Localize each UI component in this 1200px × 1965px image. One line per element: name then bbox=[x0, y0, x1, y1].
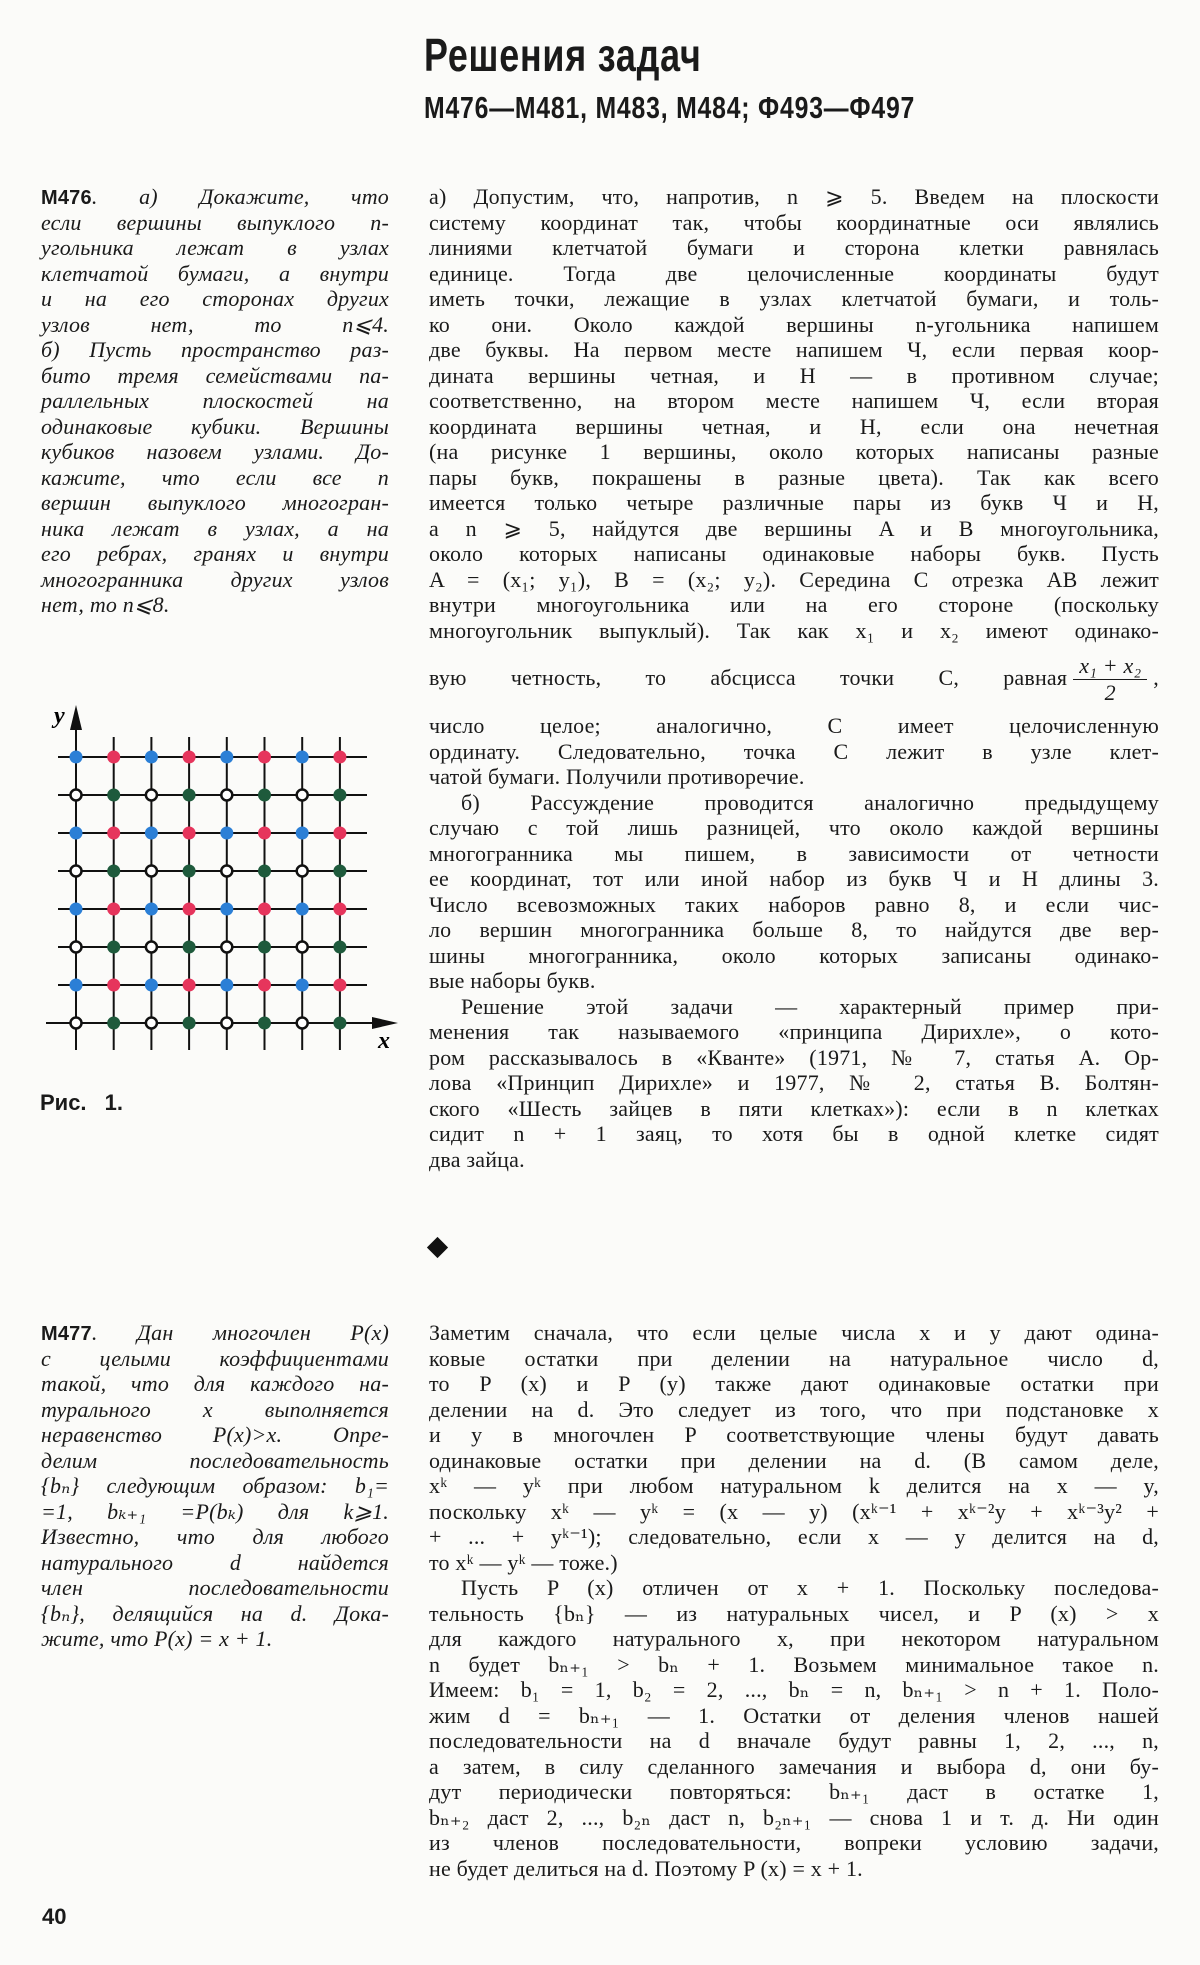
text-line: два зайца. bbox=[429, 1146, 525, 1172]
lattice-node bbox=[70, 903, 83, 916]
lattice-node bbox=[297, 790, 308, 801]
lattice-node bbox=[145, 979, 158, 992]
text-line: Решение этой задачи — характерный пример при- bbox=[461, 993, 1159, 1019]
text-line: кажите, что если все n bbox=[41, 464, 389, 490]
lattice-node bbox=[145, 903, 158, 916]
text-line: многоугольник выпуклый). Так как x₁ и x₂ имеют одинако- bbox=[429, 617, 1159, 643]
page-title: Решения задач bbox=[424, 29, 702, 81]
lattice-node bbox=[258, 789, 271, 802]
lattice-node bbox=[220, 827, 233, 840]
text-line: и y в многочлен P соответствующие члены будут давать bbox=[429, 1422, 1159, 1447]
fraction-line bbox=[429, 643, 1159, 713]
text-line: нет, то n⩽8. bbox=[41, 592, 170, 617]
lattice-node bbox=[220, 751, 233, 764]
lattice-node bbox=[333, 789, 346, 802]
text-line: иметь точки, лежащие в узлах клетчатой бумаги, и толь- bbox=[429, 286, 1159, 311]
lattice-node bbox=[70, 979, 83, 992]
fraction bbox=[1073, 653, 1147, 706]
text-line: линиями клетчатой бумаги и сторона клетки равнялась bbox=[429, 235, 1159, 260]
lattice-node bbox=[107, 751, 120, 764]
text-line bbox=[41, 1320, 389, 1346]
lattice-node bbox=[107, 903, 120, 916]
lattice-node bbox=[146, 1018, 157, 1029]
text-line: две буквы. На первом месте напишем Ч, если первая коор- bbox=[429, 337, 1159, 362]
x-axis-label: x bbox=[378, 1028, 390, 1054]
text-line: координата вершины четная, и Н, если она нечетная bbox=[429, 413, 1159, 439]
lattice-node bbox=[146, 790, 157, 801]
lattice-node bbox=[296, 979, 309, 992]
lattice-node bbox=[297, 942, 308, 953]
text-line: Пусть P (x) отличен от x + 1. Поскольку последова- bbox=[461, 1575, 1159, 1600]
text-line: дут периодически повторяться: bₙ₊₁ даст в остатке 1, bbox=[429, 1779, 1159, 1804]
text-line-content: . Дан многочлен P(x) bbox=[91, 1320, 389, 1345]
text-line: если вершины выпуклого n- bbox=[41, 209, 389, 235]
lattice-node bbox=[221, 942, 232, 953]
text-line: ее координат, тот или иной набор из букв Ч и Н длины 3. bbox=[429, 866, 1159, 891]
lattice-node bbox=[258, 979, 271, 992]
lattice-node bbox=[333, 903, 346, 916]
lattice-node bbox=[220, 903, 233, 916]
lattice-node bbox=[183, 1017, 196, 1030]
text-line: б) Рассуждение проводится аналогично предыдущему bbox=[461, 789, 1159, 815]
lattice-node bbox=[333, 1017, 346, 1030]
lattice-node bbox=[107, 827, 120, 840]
text-line: =1, bₖ₊₁ =P(bₖ) для k⩾1. bbox=[41, 1498, 389, 1524]
text-line: делении на d. Это следует из того, что при подстановке x bbox=[429, 1396, 1159, 1422]
lattice-node bbox=[258, 751, 271, 764]
text-line: то P (x) и P (y) также дают одинаковые остатки при bbox=[429, 1371, 1159, 1396]
text-line: член последовательности bbox=[41, 1575, 389, 1600]
text-line: неравенство P(x)>x. Опре- bbox=[41, 1422, 389, 1447]
text-line: вершин выпуклого многогран- bbox=[41, 490, 389, 515]
lattice-node bbox=[107, 979, 120, 992]
text-line: лова «Принцип Дирихле» и 1977, № 2, статья В. Болтян- bbox=[429, 1070, 1159, 1095]
text-line: с целыми коэффициентами bbox=[41, 1345, 389, 1371]
lattice-node bbox=[296, 827, 309, 840]
page-number: 40 bbox=[42, 1904, 67, 1929]
text-line: дината вершины четная, и Н — в противном случае; bbox=[429, 362, 1159, 388]
text-line: {bₙ} следующим образом: b₁= bbox=[41, 1473, 389, 1498]
text-line: bₙ₊₂ даст 2, ..., b₂ₙ даст n, b₂ₙ₊₁ — снова 1 и т. д. Ни один bbox=[429, 1804, 1159, 1830]
text-line: ского «Шесть зайцев в пяти клетках»): если в n клетках bbox=[429, 1095, 1159, 1121]
lattice-node bbox=[297, 866, 308, 877]
lattice-node bbox=[146, 866, 157, 877]
text-line: + ... + yᵏ⁻¹); следовательно, если x — y делится на d, bbox=[429, 1524, 1159, 1549]
text-line: жим d = bₙ₊₁ — 1. Остатки от деления членов нашей bbox=[429, 1702, 1159, 1728]
lattice-node bbox=[333, 751, 346, 764]
text-line: вые наборы букв. bbox=[429, 968, 596, 993]
text-line: делим последовательность bbox=[41, 1447, 389, 1473]
lattice-node bbox=[107, 1017, 120, 1030]
text-line-content: вую четность, то абсцисса точки C, равная bbox=[429, 665, 1068, 690]
text-line: то xᵏ — yᵏ — тоже.) bbox=[429, 1549, 618, 1575]
text-line: раллельных плоскостей на bbox=[41, 388, 389, 413]
lattice-node bbox=[107, 789, 120, 802]
lattice-node bbox=[258, 827, 271, 840]
text-line: Известно, что для любого bbox=[41, 1524, 389, 1549]
text-line: жите, что P(x) = x + 1. bbox=[41, 1626, 273, 1651]
m477-problem bbox=[41, 1320, 389, 1652]
lattice-node bbox=[71, 1018, 82, 1029]
lattice-node bbox=[145, 751, 158, 764]
text-line: Имеем: b₁ = 1, b₂ = 2, ..., bₙ = n, bₙ₊₁ > n + 1. Поло- bbox=[429, 1677, 1159, 1702]
text-line: его ребрах, гранях и внутри bbox=[41, 541, 389, 566]
lattice-node bbox=[71, 790, 82, 801]
fraction-numerator: x₁ + x₂ bbox=[1073, 653, 1147, 680]
y-axis-label: y bbox=[54, 703, 65, 729]
lattice-node bbox=[183, 941, 196, 954]
lattice-node bbox=[107, 865, 120, 878]
text-line: из членов последовательности, вопреки условию задачи, bbox=[429, 1830, 1159, 1855]
lattice-node bbox=[183, 789, 196, 802]
lattice-node bbox=[258, 903, 271, 916]
text-line: Число всевозможных таких наборов равно 8, и если чис- bbox=[429, 891, 1159, 917]
y-axis-arrow-icon bbox=[70, 705, 82, 730]
text-line: клетчатой бумаги, а внутри bbox=[41, 260, 389, 286]
figure-lattice-grid bbox=[0, 0, 420, 1080]
lattice-node bbox=[71, 942, 82, 953]
lattice-node bbox=[297, 1018, 308, 1029]
text-line: многогранника других узлов bbox=[41, 566, 389, 592]
text-line: натурального d найдется bbox=[41, 1549, 389, 1575]
section-separator-diamond bbox=[427, 1237, 448, 1258]
lattice-node bbox=[183, 903, 196, 916]
text-line: бито тремя семействами па- bbox=[41, 362, 389, 388]
lattice-node bbox=[296, 903, 309, 916]
lattice-node bbox=[333, 979, 346, 992]
m477-solution bbox=[429, 1320, 1159, 1881]
lattice-node bbox=[221, 790, 232, 801]
text-line-content: . а) Докажите, что bbox=[91, 184, 389, 209]
lattice-node bbox=[258, 865, 271, 878]
text-line: ординату. Следовательно, точка C лежит в узле клет- bbox=[429, 738, 1159, 764]
text-line: угольника лежат в узлах bbox=[41, 235, 389, 260]
lattice-node bbox=[296, 751, 309, 764]
lattice-node bbox=[258, 1017, 271, 1030]
lattice-node bbox=[70, 751, 83, 764]
page-subtitle: М476—М481, М483, М484; Ф493—Ф497 bbox=[424, 90, 916, 125]
text-line: число целое; аналогично, C имеет целочисленную bbox=[429, 713, 1159, 738]
text-line: ковые остатки при делении на натуральное число d, bbox=[429, 1345, 1159, 1371]
lattice-node bbox=[333, 827, 346, 840]
text-line: последовательности на d вначале будут равны 1, 2, ..., n, bbox=[429, 1728, 1159, 1753]
lattice-node bbox=[146, 942, 157, 953]
lattice-node bbox=[333, 865, 346, 878]
text-line: ром рассказывалось в «Кванте» (1971, № 7, статья А. Ор- bbox=[429, 1044, 1159, 1070]
lattice-node bbox=[220, 979, 233, 992]
text-line: не будет делиться на d. Поэтому P (x) = x + 1. bbox=[429, 1855, 863, 1881]
m476-solution bbox=[429, 184, 1159, 1172]
lattice-node bbox=[70, 827, 83, 840]
figure-caption: Рис. 1. bbox=[40, 1090, 124, 1115]
lattice-node bbox=[71, 866, 82, 877]
text-line: а) Допустим, что, напротив, n ⩾ 5. Введем на плоскости bbox=[429, 184, 1159, 209]
text-line: A = (x₁; y₁), B = (x₂; y₂). Середина C отрезка AB лежит bbox=[429, 566, 1159, 592]
text-line: около которых написаны одинаковые наборы букв. Пусть bbox=[429, 541, 1159, 566]
text-line: систему координат так, чтобы координатные оси являлись bbox=[429, 209, 1159, 235]
text-line: n будет bₙ₊₁ > bₙ + 1. Возьмем минимальное такое n. bbox=[429, 1651, 1159, 1677]
lattice-node bbox=[221, 1018, 232, 1029]
fraction-denominator: 2 bbox=[1104, 680, 1116, 706]
text-line: xᵏ — yᵏ при любом натуральном k делится на x — y, bbox=[429, 1473, 1159, 1498]
text-line: пары букв, покрашены в разные цвета). Так как всего bbox=[429, 464, 1159, 490]
fraction-tail: , bbox=[1153, 665, 1159, 690]
lattice-node bbox=[183, 979, 196, 992]
lattice-node bbox=[183, 865, 196, 878]
text-line: турального x выполняется bbox=[41, 1396, 389, 1422]
lattice-node bbox=[107, 941, 120, 954]
text-line: ко они. Около каждой вершины n-угольника напишем bbox=[429, 311, 1159, 337]
text-line: одинаковые кубики. Вершины bbox=[41, 413, 389, 439]
lattice-node bbox=[258, 941, 271, 954]
text-line: б) Пусть пространство раз- bbox=[41, 337, 389, 362]
text-line: узлов нет, то n⩽4. bbox=[41, 311, 389, 337]
text-line: шины многогранника, около которых записаны одинако- bbox=[429, 942, 1159, 968]
text-line: менения так называемого «принципа Дирихле», о кото- bbox=[429, 1019, 1159, 1044]
text-line: и на его сторонах других bbox=[41, 286, 389, 311]
text-line: поскольку xᵏ — yᵏ = (x — y) (xᵏ⁻¹ + xᵏ⁻²y + xᵏ⁻³y² + bbox=[429, 1498, 1159, 1524]
text-line: Заметим сначала, что если целые числа x и y дают одина- bbox=[429, 1320, 1159, 1345]
text-line: а затем, в силу сделанного замечания и выбора d, они бу- bbox=[429, 1753, 1159, 1779]
lattice-node bbox=[183, 751, 196, 764]
text-line: внутри многоугольника или на его стороне (поскольку bbox=[429, 592, 1159, 617]
text-line: тельность {bₙ} — из натуральных чисел, и P (x) > x bbox=[429, 1600, 1159, 1626]
text-line: единице. Тогда две целочисленные координаты будут bbox=[429, 260, 1159, 286]
text-line: случаю с той лишь разницей, что около каждой вершины bbox=[429, 815, 1159, 840]
text-line: многогранника мы пишем, в зависимости от четности bbox=[429, 840, 1159, 866]
text-line: ника лежат в узлах, а на bbox=[41, 515, 389, 541]
text-line: соответственно, на втором месте напишем Ч, если вторая bbox=[429, 388, 1159, 413]
text-line: имеется только четыре различные пары из букв Ч и Н, bbox=[429, 490, 1159, 515]
text-line: сидит n + 1 заяц, то хотя бы в одной клетке сидят bbox=[429, 1121, 1159, 1146]
text-line: а n ⩾ 5, найдутся две вершины A и B многоугольника, bbox=[429, 515, 1159, 541]
text-line: такой, что для каждого на- bbox=[41, 1371, 389, 1396]
text-line: (на рисунке 1 вершины, около которых написаны разные bbox=[429, 439, 1159, 464]
problem-label: М476 bbox=[41, 187, 92, 209]
problem-label: М477 bbox=[41, 1323, 92, 1345]
text-line: чатой бумаги. Получили противоречие. bbox=[429, 764, 805, 789]
lattice-node bbox=[183, 827, 196, 840]
text-line: одинаковые остатки при делении на d. (В самом деле, bbox=[429, 1447, 1159, 1473]
lattice-node bbox=[333, 941, 346, 954]
text-line: кубиков назовем узлами. До- bbox=[41, 439, 389, 464]
text-line: {bₙ}, делящийся на d. Дока- bbox=[41, 1600, 389, 1626]
text-line: ло вершин многогранника больше 8, то найдутся две вер- bbox=[429, 917, 1159, 942]
lattice-node bbox=[221, 866, 232, 877]
text-line: для каждого натурального x, при некотором натуральном bbox=[429, 1626, 1159, 1651]
lattice-node bbox=[145, 827, 158, 840]
